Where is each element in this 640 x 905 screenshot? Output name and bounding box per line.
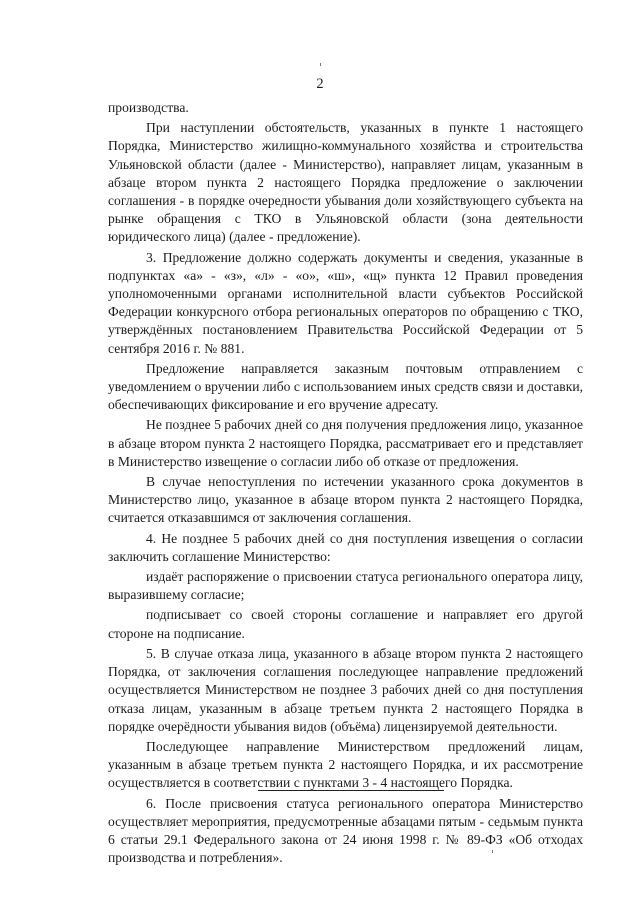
paragraph: 5. В случае отказа лица, указанного в абзаце втором пункта 2 настоящего Порядка, от заключения соглашения последующее направление предложений осуществляется Министерством не позднее 3 рабочих дней со дня поступления отказа лицам, указанным в абзаце третьем пункта 2 настоящего Порядка в порядке очерёдности убывания видов (объёма) лицензируемой деятельности. <box>108 645 583 734</box>
paragraph: 4. Не позднее 5 рабочих дней со дня поступления извещения о согласии заключить соглашение Министерство: <box>108 530 583 564</box>
scan-speck <box>492 850 493 853</box>
page-number: 2 <box>316 76 324 92</box>
scan-speck <box>320 63 321 66</box>
end-of-document-line <box>258 790 444 791</box>
paragraph: издаёт распоряжение о присвоении статуса регионального оператора лицу, выразившему согласие; <box>108 569 583 603</box>
paragraph: В случае непоступления по истечении указанного срока документов в Министерство лицо, указанное в абзаце втором пункта 2 настоящего Порядка, считается отказавшимся от заключения соглашения. <box>108 474 583 526</box>
paragraph: 3. Предложение должно содержать документы и сведения, указанные в подпунктах «а» - «з», «л» - «о», «ш», «щ» пункта 12 Правил проведения уполномоченными органами исполнительной власти субъектов Российской Федерации конкурсного отбора региональных операторов по обращению с ТКО, утверждённых постановлением Правительства Российской Федерации от 5 сентября 2016 г. № 881. <box>108 249 583 356</box>
paragraph: производства. <box>108 100 189 115</box>
paragraph: Предложение направляется заказным почтовым отправлением с уведомлением о вручении либо с использованием иных средств связи и доставки, обеспечивающих фиксирование и его вручение адресату. <box>108 360 583 413</box>
paragraph: 6. После присвоения статуса регионального оператора Министерство осуществляет мероприятия, предусмотренные абзацами пятым - седьмым пункта 6 статьи 29.1 Федерального закона от 24 июня 1998 г. № 89-ФЗ «Об отходах производства и потребления». <box>108 795 583 866</box>
paragraph: При наступлении обстоятельств, указанных в пункте 1 настоящего Порядка, Министерство жилищно-коммунального хозяйства и строительства Ульяновской области (далее - Министерство), направляет лицам, указанным в абзаце втором пункта 2 настоящего Порядка предложение о заключении соглашения - в порядке очередности убывания доли хозяйствующего субъекта на рынке обращения с ТКО в Ульяновской области (зона деятельности юридического лица) (далее - предложение). <box>108 120 583 245</box>
paragraph: подписывает со своей стороны соглашение и направляет его другой стороне на подписание. <box>108 607 583 641</box>
paragraph: Не позднее 5 рабочих дней со дня получения предложения лицо, указанное в абзаце втором пункта 2 настоящего Порядка, рассматривает его и представляет в Министерство извещение о согласии либо об отказе от предложения. <box>108 417 583 469</box>
document-body <box>108 99 583 869</box>
paragraph: Последующее направление Министерством предложений лицам, указанным в абзаце третьем пункта 2 настоящего Порядка, и их рассмотрение осуществляется в соответствии с пунктами 3 - 4 настоящего Порядка. <box>108 738 583 791</box>
